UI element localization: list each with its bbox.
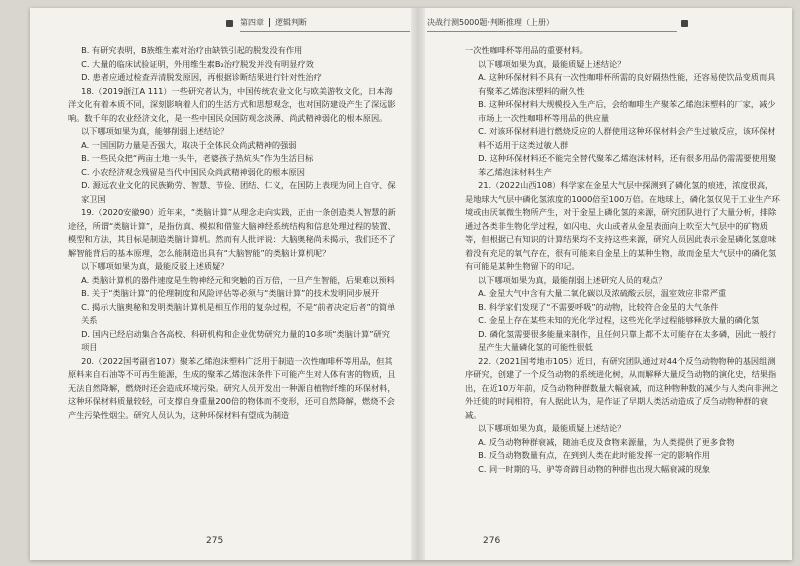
answer-option: A. 一国国防力量是否强大，取决于全体民众尚武精神的强弱: [81, 139, 297, 150]
question-prompt: 以下哪项如果为真，最能削弱上述研究人员的观点？: [478, 274, 667, 285]
question-stem: 18.（2019浙江A 111）一些研究者认为，中国传统农业文化与欧美游牧文化，日本海洋文化有着本质不同，深刻影响着人们的生活方式和思想观念，也对国防建设产生了深远影响。数千年的农业经济文化，是一些中国民众国防观念淡薄、尚武精神弱化的根本原因。: [68, 85, 396, 123]
book-gutter: [411, 8, 425, 560]
header-square-icon: [226, 20, 233, 27]
answer-option: B. 这种环保材料大规模投入生产后，会给咖啡生产聚苯乙烯泡沫塑料的厂家，减少市场上一次性咖啡杯等用品的供应量: [478, 99, 776, 123]
answer-option: C. 金星上存在某些未知的光化学过程，这些光化学过程能够释放大量的磷化氢: [478, 315, 760, 325]
answer-option: D. 磷化氢需要很多能量来制作，且任何只靠上都不太可能存在太多磷，因此一般行星产生大量磷化氢的可能性很低: [478, 328, 777, 352]
right-header: [427, 16, 677, 30]
left-page-number: 275: [206, 536, 224, 546]
book-spread: [30, 8, 792, 560]
answer-option: C. 同一时期的马、驴等奇蹄目动物的种群也出现大幅衰减的现象: [478, 463, 711, 474]
answer-option: A. 这种环保材料不具有一次性咖啡杯所需的良好隔热性能，还容易使饮品变质而具有聚苯乙烯泡沫塑料的耐久性: [478, 72, 776, 96]
answer-option: D. 这种环保材料还不能完全替代聚苯乙烯泡沫材料，还有很多用品仍需需要使用聚苯乙烯泡沫材料生产: [478, 153, 777, 177]
answer-option: A. 反刍动物种群衰减，随油毛皮及食物来源量，为人类提供了更多食物: [478, 436, 735, 447]
answer-option: B. 有研究表明，B族维生素对治疗由缺铁引起的脱发没有作用: [81, 45, 303, 55]
answer-option: B. 一些民众把“两亩土地一头牛，老婆孩子热炕头”作为生活目标: [81, 153, 314, 163]
answer-option: A. 类脑计算机的器件速度是生物神经元和突触的百万倍，一旦产生智能，后果难以预料: [81, 274, 395, 285]
question-stem: 19.（2020安徽90）近年来，“类脑计算”从理念走向实践，正由一条创造类人智慧的新途径，所谓“类脑计算”，是指仿真、模拟和借鉴大脑神经系统结构和信息处理过程的装置、模型和方法，其目标是制造类脑计算机。然而有人批评说：大脑奥秘尚未揭示，我们还不了解智能背后的基本原理，怎么能制造出具有“大脑智能”的类脑计算机呢？: [68, 207, 396, 258]
right-page: [425, 8, 792, 560]
answer-option: B. 关于“类脑计算”的伦理制度和风险评估等必须与“类脑计算”的技术发明同步展开: [81, 288, 380, 298]
header-rule: [427, 31, 677, 32]
question-prompt: 以下哪项如果为真，最能反驳上述质疑？: [81, 261, 229, 271]
answer-option: C. 揭示大脑奥秘和发明类脑计算机是相互作用的复杂过程，不是“前者决定后者”的简单关系: [81, 301, 396, 325]
answer-option: D. 国内已经启动集合各高校、科研机构和企业优势研究力量的10多项“类脑计算”研究项目: [81, 328, 390, 352]
left-page-content: [68, 44, 398, 422]
answer-option: C. 小农经济观念残留是当代中国民众尚武精神弱化的根本原因: [81, 166, 305, 177]
chapter-title: 逻辑判断: [275, 18, 307, 27]
answer-option: C. 大量的临床试验证明，外用维生素B₂治疗脱发并没有明显疗效: [81, 58, 314, 69]
header-rule: [240, 31, 410, 32]
answer-option: D. 源远农业文化的民族勤劳、智慧、节俭、团结、仁义，在国防上表现为同上自守、保家卫国: [81, 180, 396, 204]
header-separator: [269, 18, 270, 27]
right-page-number: 276: [483, 536, 501, 546]
header-square-icon: [681, 20, 688, 27]
question-prompt: 以下哪项如果为真，能够削弱上述结论？: [81, 126, 229, 136]
chapter-label: 第四章: [240, 18, 264, 27]
answer-option: B. 反刍动物数量有点，在到到人类在此时能发挥一定的影响作用: [478, 450, 710, 460]
answer-option: D. 患者应通过检查弄清脱发原因，再根据诊断结果进行针对性治疗: [81, 72, 322, 82]
left-page: [30, 8, 411, 560]
question-prompt: 以下哪项如果为真，最能质疑上述结论？: [478, 423, 626, 433]
continued-text: 一次性咖啡杯等用品的重要材料。: [465, 45, 588, 55]
question-stem: 22.（2021国考地市105）近日，有研究团队通过对44个反刍动物物种的基因组测序研究，创建了一个反刍动物的系统进化树，从而解释大量反刍动物的演化史，结果指出，在近10万年前，反刍动物种群数量大幅衰减，而这种物种数的减少与人类向非洲之外迁徙的时间相符，有人据此认为，是作证了早期人类活动造成了反刍动物种群的衰减。: [465, 355, 779, 420]
answer-option: A. 金星大气中含有大量二氧化碳以及浓硫酸云层，温室效应非常严重: [478, 288, 727, 298]
left-header: [240, 16, 410, 30]
question-stem: 20.（2022国考副省107）聚苯乙烯泡沫塑料广泛用于制造一次性咖啡杯等用品，但其原料来自石油等不可再生能源，生成的聚苯乙烯泡沫条件下可能产生对人体有害的物质，且无法自然降解，燃烧时还会造成环境污染。研究人员开发出一种源自植物纤维的环保材料，这种环保材料质量较轻，可支撑自身重量200倍的物体而不变形，还可自然降解，燃烧不会产生污染性烟尘。研究人员认为，这种环保材料有望成为制造: [68, 355, 396, 420]
right-page-content: [465, 44, 780, 476]
answer-option: B. 科学家们发现了“不需要呼吸”的动物，比较符合金星的大气条件: [478, 301, 719, 312]
question-prompt: 以下哪项如果为真，最能质疑上述结论？: [478, 58, 626, 69]
answer-option: C. 对该环保材料进行燃烧反应的人群使用这种环保材料会产生过敏反应，该环保材料不适用于这类过敏人群: [478, 126, 776, 150]
question-stem: 21.（2022山西108）科学家在金星大气层中探测到了磷化氢的痕迹，浓度很高，是地球大气层中磷化氢浓度的1000倍至100万倍。在地球上，磷化氢仅见于工业生产环境或由厌氧微生物所产生，对于金星上磷化氢的来源，研究团队进行了大量分析，排除通过各类非生物化学过程，如闪电、火山或者从金星表面向上吹至大气层中的矿物质等，但根据已有知识的计算结果均不支持这些来源，研究人员因此表示金星磷化氢意味着没有充足的氧气存在，很有可能来自金星上的某种生物，故而金星大气层中的磷化氢有可能是某种生物留下的印记。: [465, 180, 780, 271]
book-title: 决战行测5000题·判断推理（上册）: [427, 18, 554, 27]
